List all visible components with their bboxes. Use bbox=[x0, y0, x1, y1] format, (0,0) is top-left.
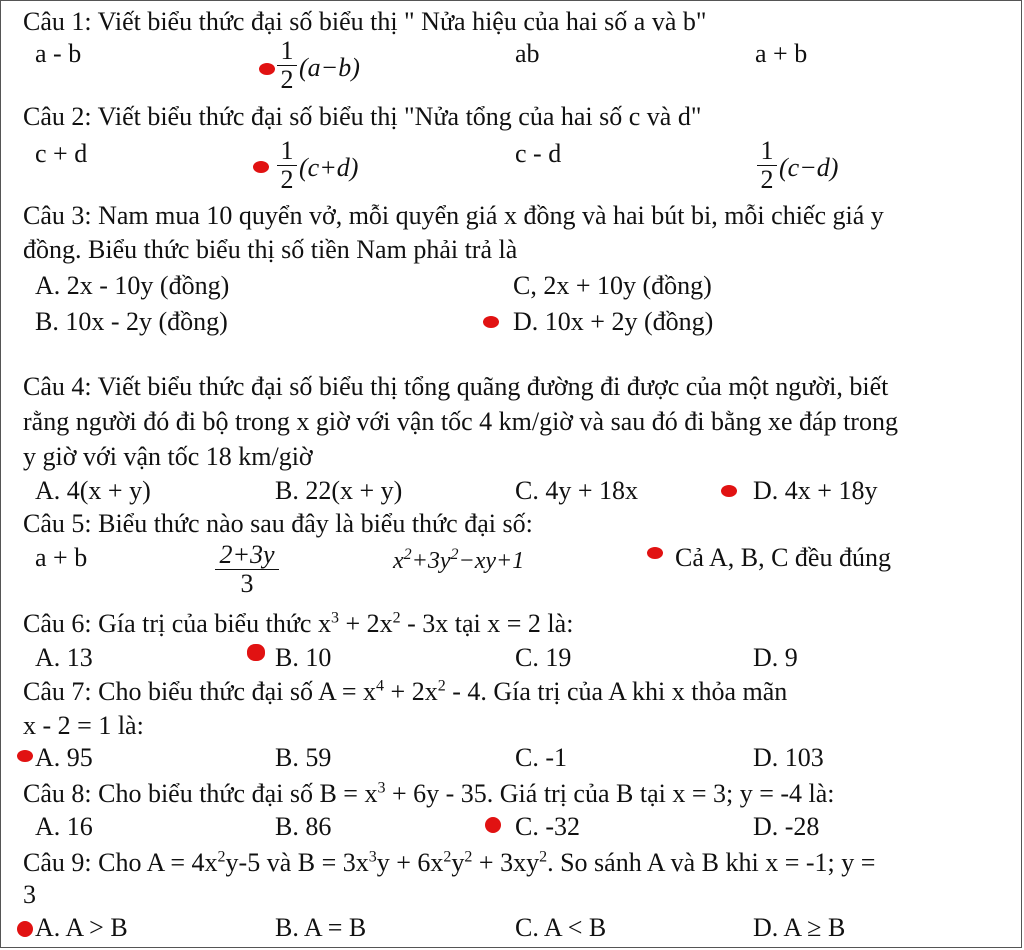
q6-option-b: B. 10 bbox=[275, 643, 332, 672]
answer-marker bbox=[247, 644, 265, 661]
q2-option-d: (c−d) bbox=[779, 153, 839, 182]
q9-option-c: C. A < B bbox=[515, 913, 607, 942]
question-9-stem: Câu 9: Cho $A = 4x^2y-5$ và $B = 3x^3y + 6x^2y^2 + 3xy^2$. So sánh A và B khi x = -1; y = bbox=[23, 848, 876, 877]
question-4-stem-line1: Câu 4: Viết biểu thức đại số biểu thị tổng quãng đường đi được của một người, biết bbox=[23, 372, 889, 401]
q2-option-a: c + d bbox=[35, 139, 88, 168]
q1-option-b: (a−b) bbox=[299, 53, 360, 82]
question-4-stem-line3: y giờ với vận tốc 18 km/giờ bbox=[23, 442, 313, 471]
q9-option-a: A. A > B bbox=[35, 913, 128, 942]
q7-option-c: C. -1 bbox=[515, 743, 567, 772]
q5-option-d: Cả A, B, C đều đúng bbox=[675, 543, 891, 572]
q3-option-b: B. 10x - 2y (đồng) bbox=[35, 307, 228, 336]
q5-option-a: a + b bbox=[35, 543, 88, 572]
question-7-stem-line2: x - 2 = 1 là: bbox=[23, 711, 144, 740]
answer-marker bbox=[259, 63, 275, 75]
q1-option-d: a + b bbox=[755, 39, 808, 68]
q1-option-a: a - b bbox=[35, 39, 82, 68]
q3-option-c: C, 2x + 10y (đồng) bbox=[513, 271, 712, 300]
q8-option-c: C. -32 bbox=[515, 812, 580, 841]
q7-option-b: B. 59 bbox=[275, 743, 332, 772]
q4-option-c: C. 4y + 18x bbox=[515, 476, 639, 505]
q2-fraction: $\frac{1}{2}$ bbox=[277, 137, 297, 194]
question-8-stem: Câu 8: Cho biểu thức đại số $B = x^3 + 6y - 35$. Giá trị của B tại x = 3; y = -4 là: bbox=[23, 779, 835, 808]
q1-fraction: $\frac{1}{2}$ bbox=[277, 37, 297, 94]
q1-option-c: ab bbox=[515, 39, 540, 68]
question-2-stem: Câu 2: Viết biểu thức đại số biểu thị "Nửa tổng của hai số c và d" bbox=[23, 102, 702, 131]
q6-option-c: C. 19 bbox=[515, 643, 572, 672]
q7-option-d: D. 103 bbox=[753, 743, 824, 772]
answer-marker bbox=[17, 921, 33, 937]
question-6-stem: Câu 6: Gía trị của biểu thức $x^3 + 2x^2 - 3x$ tại x = 2 là: bbox=[23, 609, 574, 638]
question-3-stem-line1: Câu 3: Nam mua 10 quyển vở, mỗi quyển giá x đồng và hai bút bi, mỗi chiếc giá y bbox=[23, 201, 884, 230]
answer-marker bbox=[721, 485, 737, 497]
answer-marker bbox=[253, 161, 269, 173]
q6-option-d: D. 9 bbox=[753, 643, 798, 672]
question-1-stem: Câu 1: Viết biểu thức đại số biểu thị " Nửa hiệu của hai số a và b" bbox=[23, 7, 707, 36]
answer-marker bbox=[647, 547, 663, 559]
q9-option-b: B. A = B bbox=[275, 913, 367, 942]
q2-fraction-d: $\frac{1}{2}$ bbox=[757, 137, 777, 194]
q9-option-d: D. A ≥ B bbox=[753, 913, 846, 942]
q2-option-b: (c+d) bbox=[299, 153, 359, 182]
q3-option-d: D. 10x + 2y (đồng) bbox=[513, 307, 714, 336]
q2-option-c: c - d bbox=[515, 139, 562, 168]
question-9-stem-line2: 3 bbox=[23, 880, 36, 909]
question-3-stem-line2: đồng. Biểu thức biểu thị số tiền Nam phải trả là bbox=[23, 235, 518, 264]
answer-marker bbox=[17, 750, 33, 762]
q4-option-a: A. 4(x + y) bbox=[35, 476, 151, 505]
answer-marker bbox=[483, 316, 499, 328]
q4-option-b: B. 22(x + y) bbox=[275, 476, 403, 505]
q5-option-b-fraction: $\frac{2+3y}{3}$ bbox=[215, 541, 279, 598]
q6-option-a: A. 13 bbox=[35, 643, 93, 672]
q8-option-b: B. 86 bbox=[275, 812, 332, 841]
answer-marker bbox=[485, 817, 501, 833]
question-5-stem: Câu 5: Biểu thức nào sau đây là biểu thức đại số: bbox=[23, 509, 533, 538]
q7-option-a: A. 95 bbox=[35, 743, 93, 772]
q8-option-a: A. 16 bbox=[35, 812, 93, 841]
q3-option-a: A. 2x - 10y (đồng) bbox=[35, 271, 230, 300]
q5-option-c: $x^2+3y^2-xy+1$ bbox=[393, 546, 525, 574]
question-7-stem: Câu 7: Cho biểu thức đại số $A = x^4 + 2x^2 - 4$. Gía trị của A khi x thỏa mãn bbox=[23, 677, 788, 706]
q4-option-d: D. 4x + 18y bbox=[753, 476, 878, 505]
q8-option-d: D. -28 bbox=[753, 812, 820, 841]
question-4-stem-line2: rằng người đó đi bộ trong x giờ với vận tốc 4 km/giờ và sau đó đi bằng xe đáp trong bbox=[23, 407, 898, 436]
